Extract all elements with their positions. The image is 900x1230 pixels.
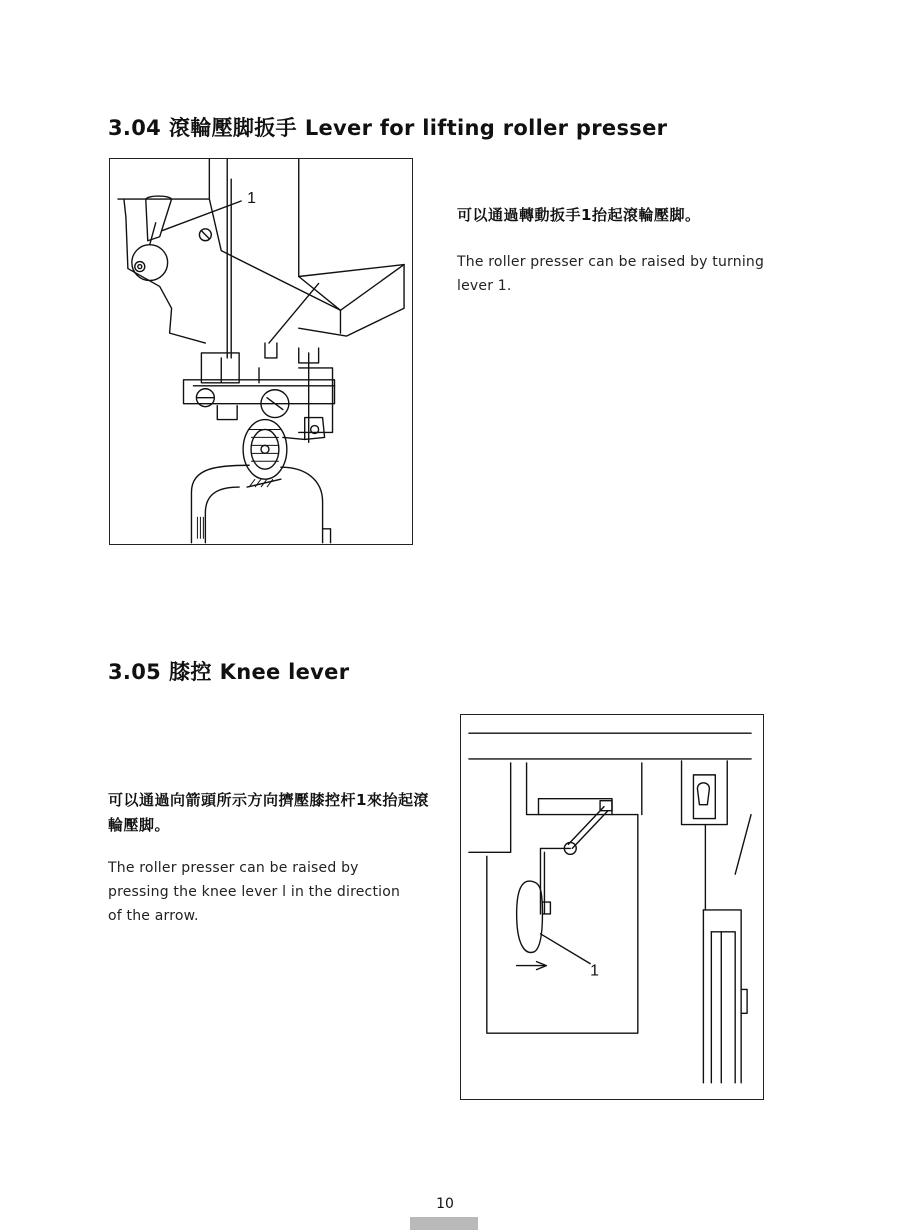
- knee-lever-illustration: [460, 714, 764, 1100]
- section-title-en: Knee lever: [219, 660, 350, 684]
- section-number: 3.05: [108, 660, 162, 684]
- section-3-05-text-en: The roller presser can be raised by pressing the knee lever l in the direction of the arrow.: [108, 860, 401, 924]
- page-footer-bar: [410, 1217, 478, 1230]
- section-3-05-text-zh: 可以通過向箭頭所示方向擠壓膝控杆1來抬起滾輪壓脚。: [108, 791, 429, 834]
- callout-label: 1: [590, 962, 599, 980]
- section-heading-3-04: [108, 112, 667, 142]
- section-title-en: Lever for lifting roller presser: [304, 116, 668, 140]
- knee-lever-drawing: [461, 715, 763, 1099]
- callout-label: 1: [247, 189, 256, 207]
- section-heading-3-05: [108, 656, 349, 686]
- roller-presser-lever-illustration: [109, 158, 413, 545]
- section-3-04-text-zh: 可以通過轉動扳手1抬起滾輪壓脚。: [457, 206, 701, 224]
- section-number: 3.04: [108, 116, 162, 140]
- page-number: 10: [436, 1196, 454, 1212]
- roller-presser-drawing: [110, 159, 412, 544]
- section-title-zh: 膝控: [169, 660, 212, 684]
- section-3-04-text-en: The roller presser can be raised by turning lever 1.: [457, 254, 765, 294]
- section-title-zh: 滾輪壓脚扳手: [169, 116, 297, 140]
